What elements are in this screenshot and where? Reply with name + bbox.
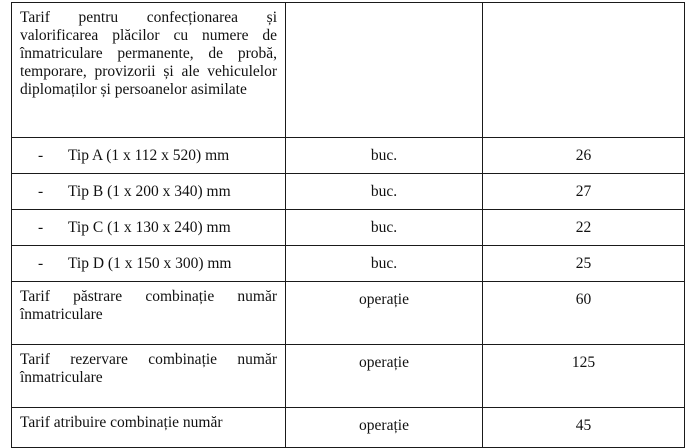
- unit-cell: buc.: [286, 138, 483, 174]
- plate-type-label: Tip D (1 x 150 x 300) mm: [68, 254, 232, 272]
- value-cell: 26: [483, 138, 685, 174]
- value-cell: 125: [483, 345, 685, 408]
- bullet-dash: -: [38, 254, 44, 272]
- table-row-plate-c: [12, 210, 685, 246]
- tariff-description: Tarif pentru confecționarea și valorificarea plăcilor cu numere de înmatriculare permanente, de probă, temporare, provizorii și ale vehiculelor diplomaților și persoanelor asimilate: [20, 9, 277, 98]
- table-row-keep-combination: [12, 282, 685, 345]
- table-row-plate-a: [12, 138, 685, 174]
- unit-cell: operație: [286, 282, 483, 345]
- value-cell: 27: [483, 174, 685, 210]
- table-row-reserve-combination: [12, 345, 685, 408]
- unit-cell: buc.: [286, 210, 483, 246]
- plate-type-label: Tip A (1 x 112 x 520) mm: [68, 146, 230, 164]
- unit-cell: buc.: [286, 174, 483, 210]
- value-cell: 22: [483, 210, 685, 246]
- operation-cell: [12, 408, 286, 448]
- table-row-plate-b: [12, 174, 685, 210]
- operation-label: Tarif păstrare combinație număr înmatriculare: [20, 288, 277, 323]
- bullet-dash: -: [38, 218, 44, 236]
- unit-cell: buc.: [286, 246, 483, 282]
- plate-type-label: Tip C (1 x 130 x 240) mm: [68, 218, 231, 236]
- plate-type-cell: [12, 210, 286, 246]
- table-row-plate-d: [12, 246, 685, 282]
- unit-cell: operație: [286, 345, 483, 408]
- table-row-assign-combination: [12, 408, 685, 448]
- tariff-table: [11, 2, 685, 448]
- value-cell: 60: [483, 282, 685, 345]
- bullet-dash: -: [38, 146, 44, 164]
- value-cell: 25: [483, 246, 685, 282]
- operation-label: Tarif atribuire combinație număr: [20, 414, 223, 431]
- plate-type-cell: [12, 174, 286, 210]
- plate-type-cell: [12, 246, 286, 282]
- operation-cell: [12, 282, 286, 345]
- value-cell: 45: [483, 408, 685, 448]
- unit-cell-empty: [286, 3, 483, 138]
- operation-cell: [12, 345, 286, 408]
- plate-type-label: Tip B (1 x 200 x 340) mm: [68, 182, 231, 200]
- bullet-dash: -: [38, 182, 44, 200]
- value-cell-empty: [483, 3, 685, 138]
- operation-label: Tarif rezervare combinație număr înmatriculare: [20, 351, 277, 386]
- table-row-header: [12, 3, 685, 138]
- unit-cell: operație: [286, 408, 483, 448]
- plate-type-cell: [12, 138, 286, 174]
- tariff-description-cell: [12, 3, 286, 138]
